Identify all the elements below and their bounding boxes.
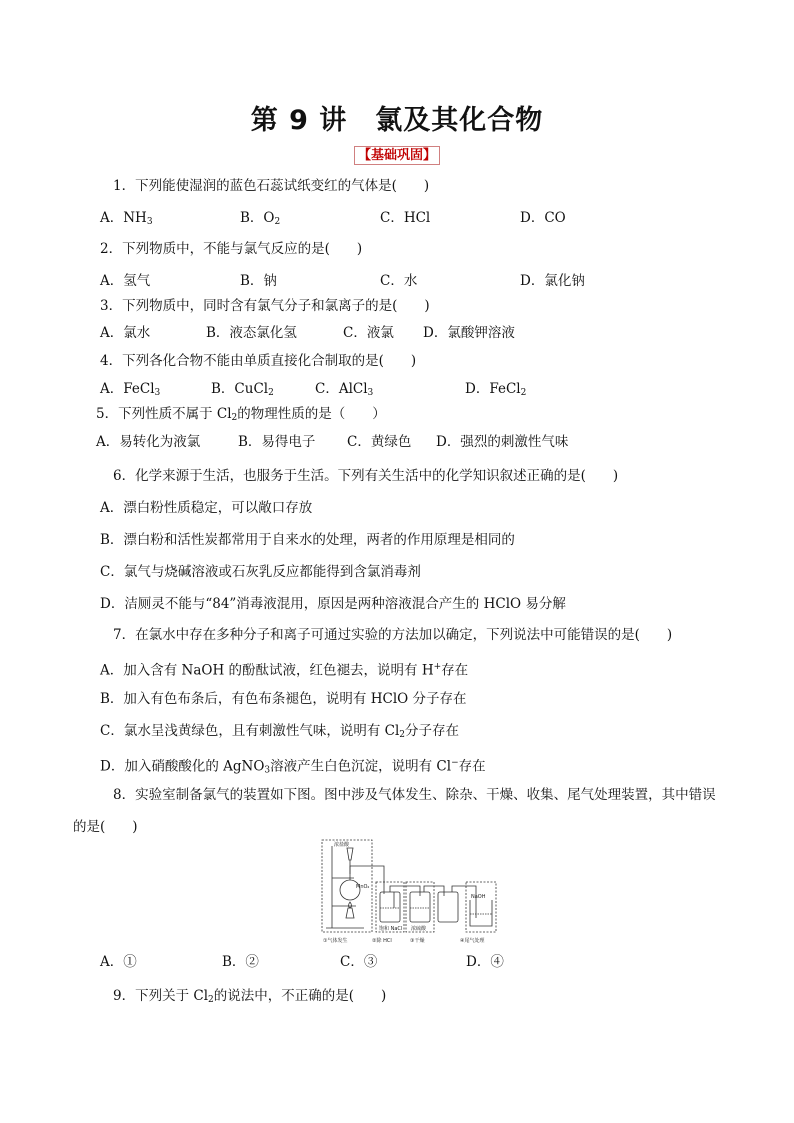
q5-stem: 5．下列性质不属于 $Cl_2$的物理性质的是（ ） bbox=[96, 406, 386, 423]
q6-option-b: B．漂白粉和活性炭都常用于自来水的处理，两者的作用原理是相同的 bbox=[100, 532, 515, 548]
fig-label-mno2: MnO₂ bbox=[356, 884, 370, 890]
q3-option-a: A．氯水 bbox=[100, 325, 151, 341]
q6-option-d: D．洁厕灵不能与“84”消毒液混用，原因是两种溶液混合产生的 HClO 易分解 bbox=[100, 596, 566, 612]
q7-option-b: B．加入有色布条后，有色布条褪色，说明有 HClO 分子存在 bbox=[100, 691, 467, 707]
q5-option-d: D．强烈的刺激性气味 bbox=[436, 434, 569, 450]
fig-label-2: ②除 HCl bbox=[372, 938, 392, 944]
q7-stem: 7．在氯水中存在多种分子和离子可通过实验的方法加以确定，下列说法中可能错误的是( ) bbox=[113, 627, 673, 643]
q8-option-c: C．③ bbox=[340, 954, 378, 970]
q1-stem: 1．下列能使湿润的蓝色石蕊试纸变红的气体是( ) bbox=[113, 178, 430, 194]
fig-label-naoh: NaOH bbox=[471, 894, 486, 900]
q6-stem: 6．化学来源于生活，也服务于生活。下列有关生活中的化学知识叙述正确的是( ) bbox=[113, 468, 619, 484]
q3-option-d: D．氯酸钾溶液 bbox=[423, 325, 515, 341]
section-tag bbox=[0, 144, 794, 165]
page-title: 第 9 讲 氯及其化合物 bbox=[250, 105, 544, 136]
q3-option-c: C．液氯 bbox=[343, 325, 394, 341]
fig-label-4: ④尾气处理 bbox=[460, 938, 485, 944]
chlorine-apparatus-figure bbox=[320, 838, 500, 946]
q2-option-a: A．氢气 bbox=[100, 273, 151, 289]
q4-option-d: D．FeCl$_2$ bbox=[465, 381, 527, 398]
q3-option-b: B．液态氯化氢 bbox=[206, 325, 297, 341]
fig-label-3: ③干燥 bbox=[410, 938, 425, 944]
q7-option-a: A．加入含有 NaOH 的酚酞试液，红色褪去，说明有 H+存在 bbox=[100, 662, 469, 679]
section-tag-label: 【基础巩固】 bbox=[354, 146, 440, 165]
q7-option-d: D．加入硝酸酸化的 AgNO$_3$溶液产生白色沉淀，说明有 Cl−存在 bbox=[100, 758, 486, 776]
q6-option-a: A．漂白粉性质稳定，可以敞口存放 bbox=[100, 500, 313, 516]
q2-option-d: D．氯化钠 bbox=[520, 273, 585, 289]
q8-option-b: B．② bbox=[222, 954, 259, 970]
q4-option-c: C．AlCl$_3$ bbox=[315, 381, 374, 398]
fig-label-nacl: 饱和 NaCl bbox=[379, 926, 403, 932]
q8-stem-line2: 的是( ) bbox=[73, 819, 138, 835]
q1-option-a: A．$NH_3$ bbox=[100, 210, 153, 227]
q5-option-c: C．黄绿色 bbox=[347, 434, 412, 450]
q2-stem: 2．下列物质中，不能与氯气反应的是( ) bbox=[100, 241, 363, 257]
q7-option-c: C．氯水呈浅黄绿色，且有刺激性气味，说明有 $Cl_2$分子存在 bbox=[100, 723, 460, 740]
fig-label-1: ①气体发生 bbox=[323, 938, 348, 944]
q2-option-c: C．水 bbox=[380, 273, 418, 289]
q3-stem: 3．下列物质中，同时含有氯气分子和氯离子的是( ) bbox=[100, 298, 430, 314]
q8-stem-line1: 8．实验室制备氯气的装置如下图。图中涉及气体发生、除杂、干燥、收集、尾气处理装置，其中错误 bbox=[113, 787, 716, 803]
q1-option-c: C．HCl bbox=[380, 210, 431, 226]
q9-stem: 9．下列关于 $Cl_2$的说法中，不正确的是( ) bbox=[113, 988, 387, 1005]
q8-option-a: A．① bbox=[100, 954, 137, 970]
fig-label-h2so4: 浓硫酸 bbox=[411, 926, 427, 932]
q1-option-d: D．CO bbox=[520, 210, 566, 226]
q2-option-b: B．钠 bbox=[240, 273, 277, 289]
fig-label-hcl: 浓盐酸 bbox=[334, 842, 350, 848]
q5-option-b: B．易得电子 bbox=[238, 434, 316, 450]
q1-option-b: B．$O_2$ bbox=[240, 210, 281, 227]
q4-stem: 4．下列各化合物不能由单质直接化合制取的是( ) bbox=[100, 353, 417, 369]
q4-option-a: A．FeCl$_3$ bbox=[100, 381, 161, 398]
q5-option-a: A．易转化为液氯 bbox=[96, 434, 201, 450]
q6-option-c: C．氯气与烧碱溶液或石灰乳反应都能得到含氯消毒剂 bbox=[100, 564, 421, 580]
q4-option-b: B．CuCl$_2$ bbox=[211, 381, 274, 398]
q8-option-d: D．④ bbox=[466, 954, 504, 970]
